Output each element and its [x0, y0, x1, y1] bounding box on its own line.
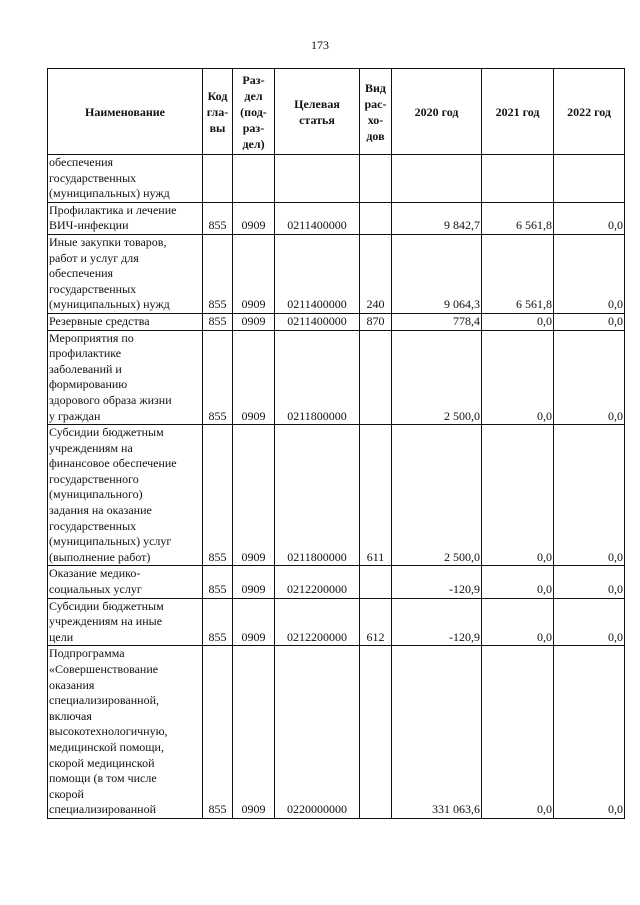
- cell-2021: 0,0: [482, 425, 554, 566]
- cell-target: 0211800000: [275, 330, 360, 425]
- table-row: [48, 313, 625, 330]
- header-expense-label: Вид рас- хо- дов: [364, 80, 387, 143]
- cell-code: 855: [203, 330, 233, 425]
- cell-expense: [360, 330, 392, 425]
- cell-2022: 0,0: [554, 202, 625, 234]
- cell-target: 0211400000: [275, 234, 360, 313]
- cell-section: 0909: [233, 566, 275, 598]
- cell-expense: 870: [360, 313, 392, 330]
- cell-2022: 0,0: [554, 598, 625, 646]
- cell-name: Субсидии бюджетным учреждениям на финансовое обеспечение государственного (муниципального) задания на оказание государственных (муниципальных) услуг (выполнение работ): [48, 425, 203, 566]
- cell-2021: 0,0: [482, 313, 554, 330]
- cell-code: 855: [203, 598, 233, 646]
- header-2022: [554, 69, 625, 155]
- cell-target: 0220000000: [275, 646, 360, 819]
- cell-2020: [392, 155, 482, 203]
- header-section: [233, 69, 275, 155]
- cell-name: Субсидии бюджетным учреждениям на иные цели: [48, 598, 203, 646]
- cell-2022: 0,0: [554, 425, 625, 566]
- cell-target: [275, 155, 360, 203]
- header-target-label: Целевая статья: [294, 96, 340, 127]
- cell-code: 855: [203, 202, 233, 234]
- cell-section: 0909: [233, 330, 275, 425]
- page-number: 173: [311, 38, 329, 52]
- table-row: [48, 598, 625, 646]
- cell-2020: 778,4: [392, 313, 482, 330]
- cell-section: 0909: [233, 425, 275, 566]
- cell-2022: 0,0: [554, 313, 625, 330]
- cell-2021: 0,0: [482, 598, 554, 646]
- cell-2022: 0,0: [554, 234, 625, 313]
- cell-2020: 2 500,0: [392, 425, 482, 566]
- cell-expense: [360, 566, 392, 598]
- cell-2021: 0,0: [482, 566, 554, 598]
- cell-name: Иные закупки товаров, работ и услуг для обеспечения государственных (муниципальных) нужд: [48, 234, 203, 313]
- header-section-label: Раз- дел (под- раз- дел): [240, 72, 267, 151]
- cell-expense: [360, 202, 392, 234]
- cell-target: 0211400000: [275, 313, 360, 330]
- header-code: [203, 69, 233, 155]
- header-2020: [392, 69, 482, 155]
- cell-code: [203, 155, 233, 203]
- header-row: [48, 69, 625, 155]
- cell-expense: 611: [360, 425, 392, 566]
- header-target: [275, 69, 360, 155]
- cell-expense: [360, 646, 392, 819]
- cell-section: 0909: [233, 234, 275, 313]
- cell-target: 0211800000: [275, 425, 360, 566]
- header-expense: [360, 69, 392, 155]
- cell-expense: 612: [360, 598, 392, 646]
- cell-2022: 0,0: [554, 646, 625, 819]
- budget-table: [47, 68, 625, 819]
- cell-section: 0909: [233, 646, 275, 819]
- header-name: [48, 69, 203, 155]
- table-row: [48, 425, 625, 566]
- table-row: [48, 155, 625, 203]
- header-2021: [482, 69, 554, 155]
- cell-section: 0909: [233, 598, 275, 646]
- cell-code: 855: [203, 234, 233, 313]
- cell-2020: -120,9: [392, 598, 482, 646]
- cell-name: обеспечения государственных (муниципальных) нужд: [48, 155, 203, 203]
- cell-2022: 0,0: [554, 566, 625, 598]
- cell-2020: -120,9: [392, 566, 482, 598]
- cell-2020: 331 063,6: [392, 646, 482, 819]
- cell-target: 0212200000: [275, 566, 360, 598]
- cell-2021: 0,0: [482, 330, 554, 425]
- cell-2020: 2 500,0: [392, 330, 482, 425]
- header-2020-label: 2020 год: [414, 104, 459, 119]
- cell-name: Подпрограмма «Совершенствование оказания специализированной, включая высокотехнологичную, медицинской помощи, скорой медицинской помощи (в том числе скорой специализированной: [48, 646, 203, 819]
- cell-2020: 9 842,7: [392, 202, 482, 234]
- cell-section: 0909: [233, 202, 275, 234]
- cell-2022: 0,0: [554, 330, 625, 425]
- table-row: [48, 234, 625, 313]
- header-2022-label: 2022 год: [567, 104, 611, 119]
- cell-code: 855: [203, 313, 233, 330]
- table-row: [48, 646, 625, 819]
- cell-2021: 0,0: [482, 646, 554, 819]
- header-2021-label: 2021 год: [495, 104, 540, 119]
- cell-section: 0909: [233, 313, 275, 330]
- cell-name: Оказание медико- социальных услуг: [48, 566, 203, 598]
- header-name-label: Наименование: [85, 104, 165, 119]
- cell-2021: 6 561,8: [482, 202, 554, 234]
- cell-section: [233, 155, 275, 203]
- cell-code: 855: [203, 425, 233, 566]
- table-row: [48, 566, 625, 598]
- cell-2021: 6 561,8: [482, 234, 554, 313]
- table-row: [48, 202, 625, 234]
- cell-2021: [482, 155, 554, 203]
- cell-expense: [360, 155, 392, 203]
- cell-code: 855: [203, 646, 233, 819]
- cell-expense: 240: [360, 234, 392, 313]
- cell-target: 0212200000: [275, 598, 360, 646]
- cell-name: Резервные средства: [48, 313, 203, 330]
- header-code-label: Код гла- вы: [206, 88, 229, 135]
- cell-target: 0211400000: [275, 202, 360, 234]
- cell-name: Мероприятия по профилактике заболеваний и формированию здорового образа жизни у граждан: [48, 330, 203, 425]
- cell-code: 855: [203, 566, 233, 598]
- cell-name: Профилактика и лечение ВИЧ-инфекции: [48, 202, 203, 234]
- cell-2022: [554, 155, 625, 203]
- cell-2020: 9 064,3: [392, 234, 482, 313]
- table-row: [48, 330, 625, 425]
